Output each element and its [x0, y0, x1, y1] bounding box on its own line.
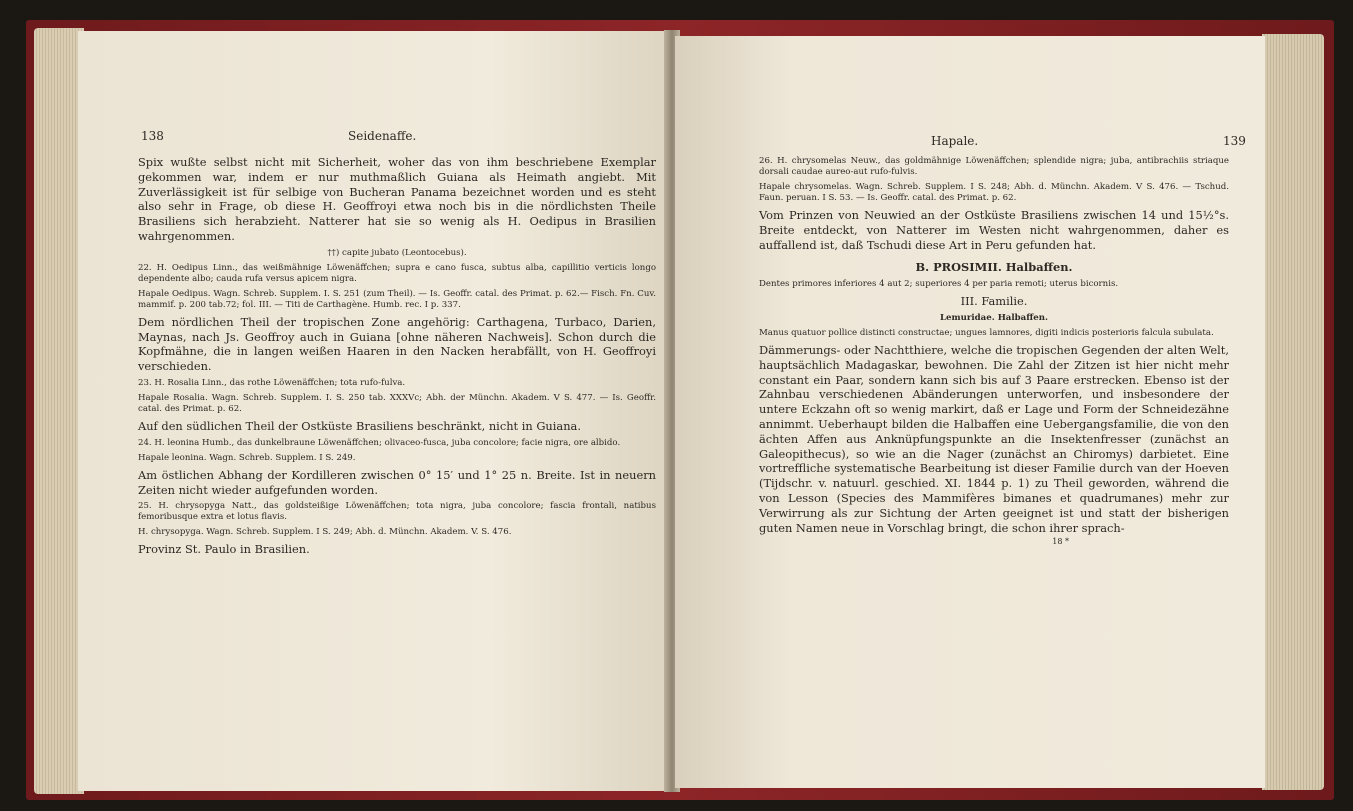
paragraph: Spix wußte selbst nicht mit Sicherheit, woher das von ihm beschriebene Exemplar gekommen war, indem er nur muthmaßlich Guiana als Heimath angiebt. Mit Zuverlässigkeit ist für selbige von Bucheran Panama bezeichnet worden und es steht also sehr in Frage, ob diese H. Geoffroyi etwa noch bis in die nördlichsten Theile Brasiliens sich herabzieht. Natterer hat sie so wenig als H. Oedipus in Brasilien wahrgenommen.	[138, 155, 656, 243]
species-entry: 25. H. chrysopyga Natt., das goldsteißige Löwenäffchen; tota nigra, juba concolore; fascia frontali, natibus femoribusque extra et lotus flavis.	[138, 501, 656, 523]
left-running-header: Seidenaffe.	[348, 129, 417, 143]
citation: H. chrysopyga. Wagn. Schreb. Supplem. I S. 249; Abh. d. Münchn. Akadem. V. S. 476.	[138, 527, 512, 538]
paragraph: Auf den südlichen Theil der Ostküste Brasiliens beschränkt, nicht in Guiana.	[138, 418, 581, 433]
species-entry: 24. H. leonina Humb., das dunkelbraune Löwenäffchen; olivaceo-fusca, juba concolore; facie nigra, ore albido.	[138, 437, 621, 448]
citation: Hapale Rosalia. Wagn. Schreb. Supplem. I. S. 250 tab. XXXVc; Abh. der Münchn. Akadem. V S. 477. — Is. Geoffr. catal. des Primat. p. 62.	[138, 392, 656, 414]
paragraph: Dem nördlichen Theil der tropischen Zone angehörig: Carthagena, Turbaco, Darien, Maynas, nach Js. Geoffroy auch in Guiana [ohne näheren Nachweis]. Schon durch die Kopfmähne, die in langen weißen Haaren in den Nacken herabfällt, von H. Geoffroyi verschieden.	[138, 314, 656, 374]
left-text-block	[138, 155, 656, 561]
left-page	[78, 31, 668, 791]
species-entry: 22. H. Oedipus Linn., das weißmähnige Löwenäffchen; supra e cano fusca, subtus alba, capillitio verticis longo dependente albo; cauda rufa versus apicem nigra.	[138, 262, 656, 284]
signature-mark: 18 *	[1052, 537, 1069, 547]
subsection-heading: ††) capite jubato (Leontocebus).	[327, 247, 467, 258]
paragraph: Provinz St. Paulo in Brasilien.	[138, 542, 310, 557]
section-heading: B. PROSIMII. Halbaffen.	[915, 260, 1073, 275]
paragraph: Dämmerungs- oder Nachtthiere, welche die tropischen Gegenden der alten Welt, hauptsächlich Madagaskar, bewohnen. Die Zahl der Zitzen ist hier nicht mehr constant ein Paar, sondern kann sich bis auf 3 Paare erstrecken. Ebenso ist der Zahnbau verschiedenen Abänderungen unterworfen, und insbesondere der untere Eckzahn oft so wenig markirt, daß er Lage und Form der Schneidezähne annimmt. Ueberhaupt bilden die Halbaffen eine Uebergangsfamilie, die von den ächten Affen aus Anknüpfungspunkte an die Insektenfresser (zunächst an Galeopithecus), so wie an die Nager (zunächst an Chiromys) darbietet. Eine vortreffliche systematische Bearbeitung ist dieser Familie durch van der Hoeven (Tijdschr. v. natuurl. geschied. XI. 1844 p. 1) zu Theil geworden, während die von Lesson (Species des Mammifères bimanes et quadrumanes) mehr zur Verwirrung als zur Sichtung der Arten geeignet ist und statt der bisherigen guten Namen neue in Vorschlag bringt, die schon ihrer sprach-	[759, 342, 1229, 535]
left-page-number: 138	[141, 129, 164, 143]
species-entry: 23. H. Rosalia Linn., das rothe Löwenäffchen; tota rufo-fulva.	[138, 377, 406, 388]
citation: Hapale leonina. Wagn. Schreb. Supplem. I S. 249.	[138, 452, 356, 463]
family-heading: III. Familie.	[960, 294, 1028, 309]
right-page-number: 139	[1223, 134, 1246, 148]
family-name: Lemuridae. Halbaffen.	[940, 312, 1048, 323]
right-text-block	[759, 156, 1229, 550]
paragraph: Vom Prinzen von Neuwied an der Ostküste Brasiliens zwischen 14 und 15½°s. Breite entdeckt, von Natterer im Westen nicht wahrgenommen, daher es auffallend ist, daß Tschudi diese Art in Peru gefunden hat.	[759, 208, 1229, 252]
right-running-header: Hapale.	[931, 134, 979, 148]
species-entry: 26. H. chrysomelas Neuw., das goldmähnige Löwenäffchen; splendide nigra; juba, antibrachiis striaque dorsali caudae aureo-aut rufo-fulvis.	[759, 156, 1229, 177]
left-page-edges	[34, 28, 84, 794]
citation: Hapale chrysomelas. Wagn. Schreb. Supplem. I S. 248; Abh. d. Münchn. Akadem. V S. 476. — Tschud. Faun. peruan. I S. 53. — Is. Geoffr. catal. des Primat. p. 62.	[759, 182, 1229, 203]
citation: Hapale Oedipus. Wagn. Schreb. Supplem. I. S. 251 (zum Theil). — Is. Geoffr. catal. des Primat. p. 62.— Fisch. Fn. Cuv. mammif. p. 200 tab.72; fol. III. — Titi de Carthagène. Humb. rec. I p. 337.	[138, 288, 656, 310]
diagnosis: Dentes primores inferiores 4 aut 2; superiores 4 per paria remoti; uterus bicornis.	[759, 279, 1119, 290]
paragraph: Am östlichen Abhang der Kordilleren zwischen 0° 15′ und 1° 25 n. Breite. Ist in neuern Zeiten nicht wieder aufgefunden worden.	[138, 467, 656, 497]
diagnosis: Manus quatuor pollice distincti constructae; ungues lamnores, digiti indicis posterioris falcula subulata.	[759, 327, 1214, 338]
right-page-edges	[1262, 34, 1324, 790]
right-page	[675, 36, 1265, 788]
